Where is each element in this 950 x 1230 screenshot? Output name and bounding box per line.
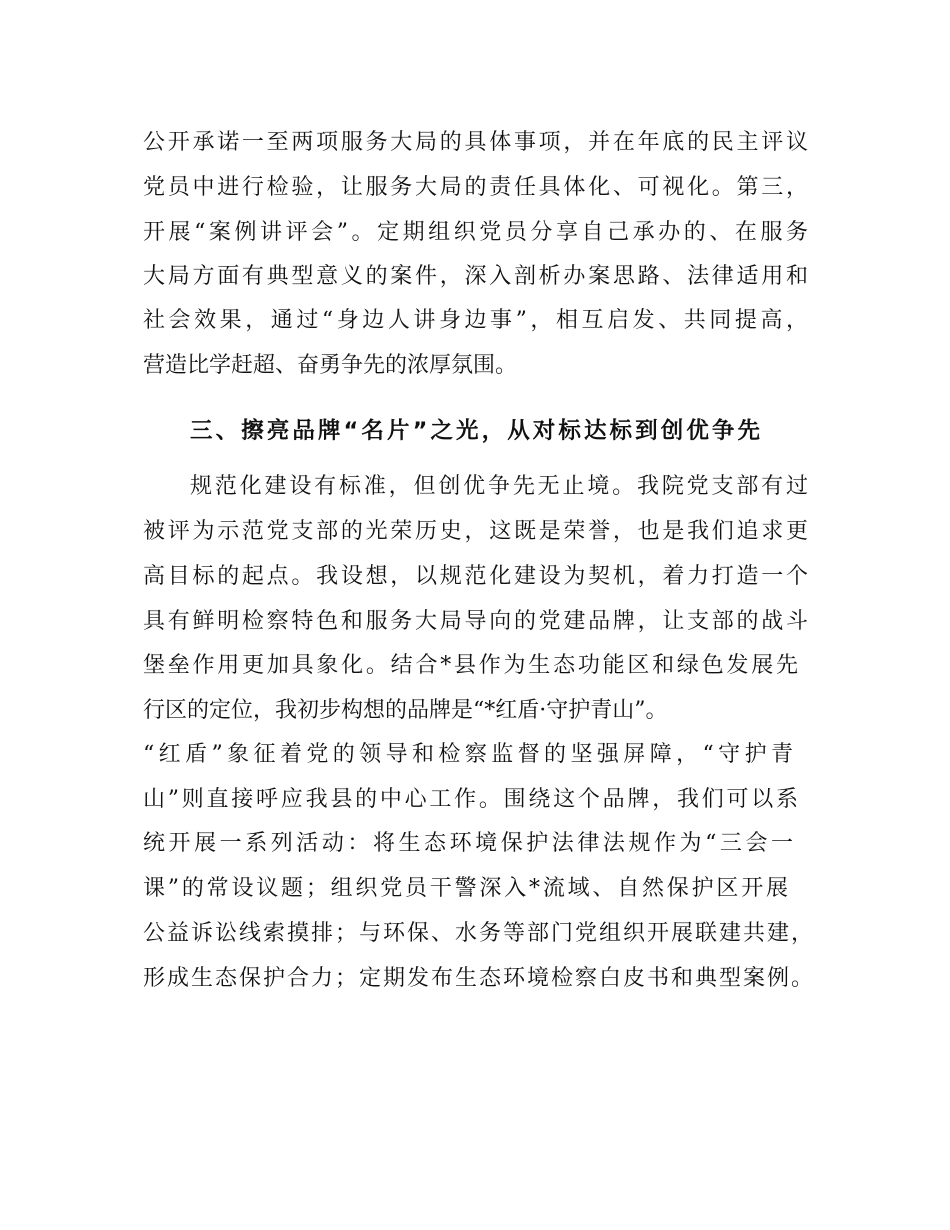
- paragraph-line: 具有鲜明检察特色和服务大局导向的党建品牌，让支部的战斗: [143, 609, 808, 634]
- paragraph-line: “红盾”象征着党的领导和检察监督的坚强屏障，“守护青: [143, 742, 793, 767]
- paragraph-line: 被评为示范党支部的光荣历史，这既是荣誉，也是我们追求更: [143, 519, 808, 544]
- paragraph-line: 公开承诺一至两项服务大局的具体事项，并在年底的民主评议: [143, 130, 808, 155]
- paragraph-line: 统开展一系列活动：将生态环境保护法律法规作为“三会一: [143, 831, 793, 856]
- paragraph-line: 规范化建设有标准，但创优争先无止境。我院党支部有过: [190, 474, 808, 499]
- paragraph-line: 党员中进行检验，让服务大局的责任具体化、可视化。第三，: [143, 175, 808, 200]
- paragraph-line: 山”则直接呼应我县的中心工作。围绕这个品牌，我们可以系: [143, 787, 798, 812]
- paragraph-line: 公益诉讼线索摸排；与环保、水务等部门党组织开展联建共建，: [143, 921, 813, 946]
- paragraph-line: 开展“案例讲评会”。定期组织党员分享自己承办的、在服务: [143, 220, 808, 245]
- paragraph-line: 课”的常设议题；组织党员干警深入*流域、自然保护区开展: [143, 876, 788, 901]
- paragraph-line: 行区的定位，我初步构想的品牌是“*红盾·守护青山”。: [143, 698, 668, 723]
- paragraph-line: 大局方面有典型意义的案件，深入剖析办案思路、法律适用和: [143, 264, 808, 289]
- paragraph-line: 高目标的起点。我设想，以规范化建设为契机，着力打造一个: [143, 564, 808, 589]
- paragraph-line: 形成生态保护合力；定期发布生态环境检察白皮书和典型案例。: [143, 966, 813, 991]
- paragraph-line: 营造比学赶超、奋勇争先的浓厚氛围。: [143, 353, 518, 378]
- paragraph-line: 堡垒作用更加具象化。结合*县作为生态功能区和绿色发展先: [143, 653, 798, 678]
- paragraph-line: 社会效果，通过“身边人讲身边事”，相互启发、共同提高，: [143, 308, 808, 333]
- section-heading: 三、擦亮品牌“名片”之光，从对标达标到创优争先: [190, 418, 760, 444]
